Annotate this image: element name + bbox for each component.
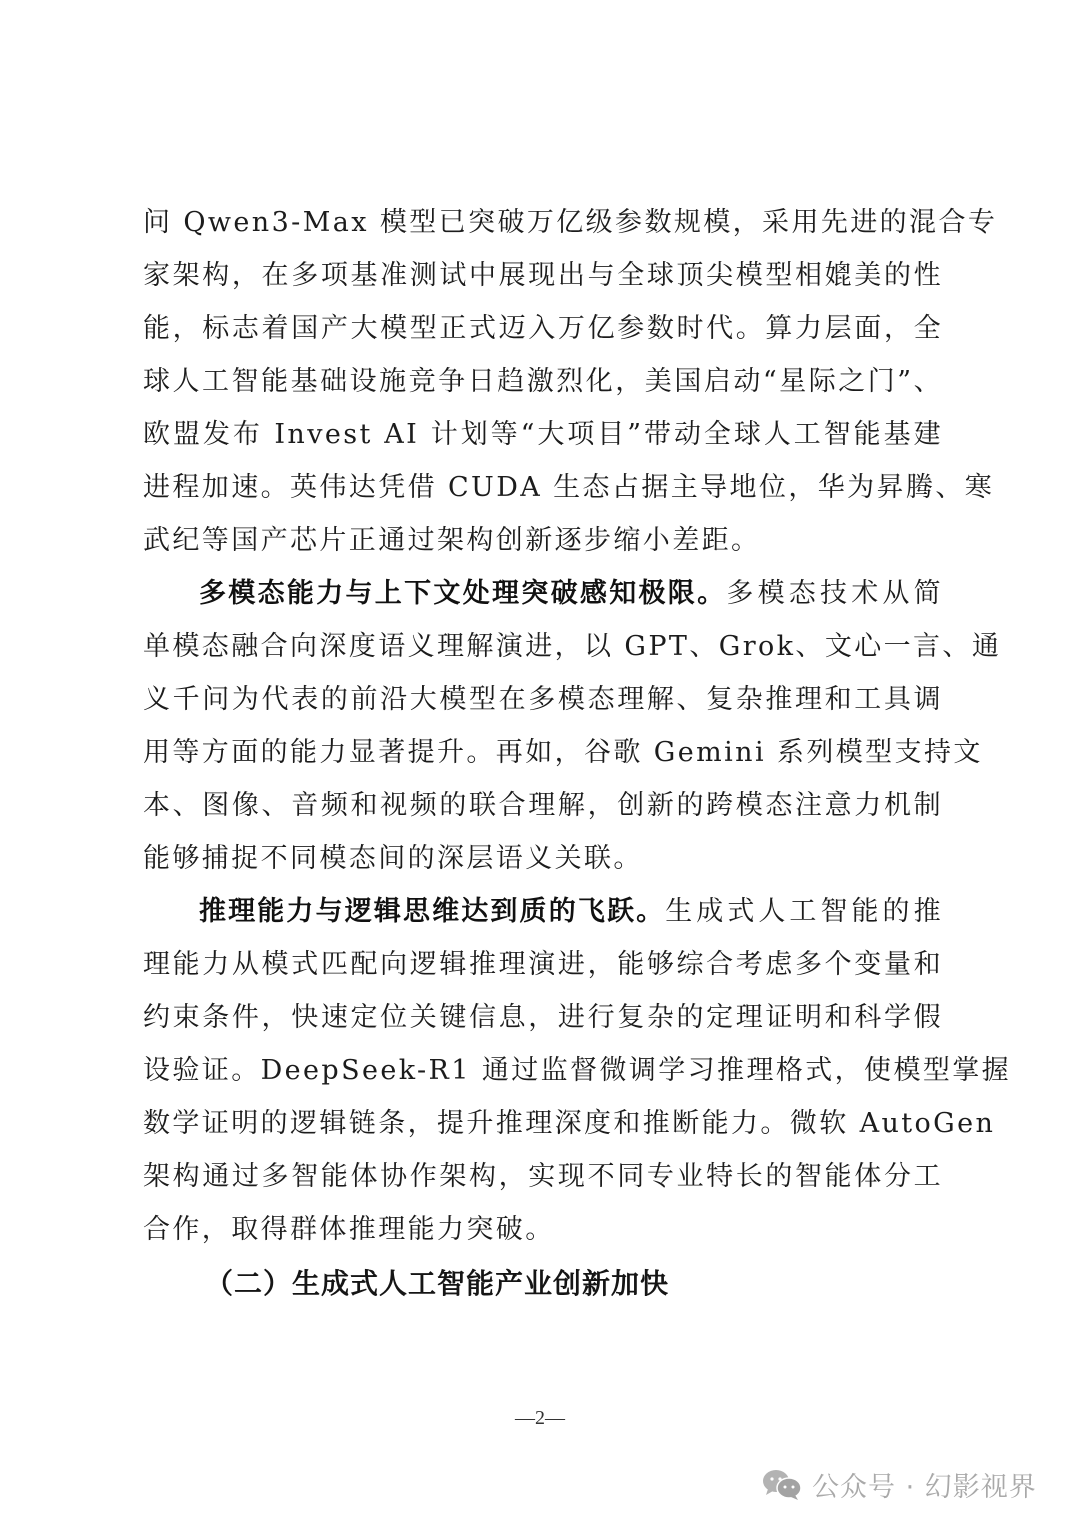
text-line: 单模态融合向深度语义理解演进，以 GPT、Grok、文心一言、通 <box>143 631 1002 662</box>
text-line: 数学证明的逻辑链条，提升推理深度和推断能力。微软 AutoGen <box>143 1108 996 1139</box>
section-heading: （二）生成式人工智能产业创新加快 <box>205 1267 670 1300</box>
paragraph-first-line <box>143 567 943 620</box>
text-line: 进程加速。英伟达凭借 CUDA 生态占据主导地位，华为昇腾、寒 <box>143 472 995 503</box>
text-span: 生成式人工智能的推 <box>665 896 943 927</box>
text-line: 用等方面的能力显著提升。再如，谷歌 Gemini 系列模型支持文 <box>143 737 983 768</box>
paragraph-first-line <box>143 885 943 938</box>
paragraph-lead-heading: 推理能力与逻辑思维达到质的飞跃。 <box>199 896 666 927</box>
watermark-text: 公众号 · 幻影视界 <box>812 1472 1037 1503</box>
body-text <box>143 196 1012 1256</box>
text-line: 约束条件，快速定位关键信息，进行复杂的定理证明和科学假 <box>143 1002 943 1033</box>
text-line: 理能力从模式匹配向逻辑推理演进，能够综合考虑多个变量和 <box>143 949 943 980</box>
text-line: 架构通过多智能体协作架构，实现不同专业特长的智能体分工 <box>143 1161 943 1192</box>
text-line: 义千问为代表的前沿大模型在多模态理解、复杂推理和工具调 <box>143 684 943 715</box>
watermark <box>762 1465 1037 1504</box>
text-line: 合作，取得群体推理能力突破。 <box>143 1214 555 1245</box>
page-number: —2— <box>515 1407 565 1429</box>
text-line: 欧盟发布 Invest AI 计划等“大项目”带动全球人工智能基建 <box>143 419 943 450</box>
text-line: 设验证。DeepSeek-R1 通过监督微调学习推理格式，使模型掌握 <box>143 1055 1012 1086</box>
text-line: 家架构，在多项基准测试中展现出与全球顶尖模型相媲美的性 <box>143 260 943 291</box>
text-span: 多模态技术从简 <box>726 578 943 609</box>
text-line: 问 Qwen3-Max 模型已突破万亿级参数规模，采用先进的混合专 <box>143 207 998 238</box>
text-line: 能够捕捉不同模态间的深层语义关联。 <box>143 843 643 874</box>
text-line: 本、图像、音频和视频的联合理解，创新的跨模态注意力机制 <box>143 790 943 821</box>
text-line: 能，标志着国产大模型正式迈入万亿参数时代。算力层面，全 <box>143 313 943 344</box>
text-line: 球人工智能基础设施竞争日趋激烈化，美国启动“星际之门”、 <box>143 366 943 397</box>
wechat-icon <box>762 1469 802 1501</box>
text-line: 武纪等国产芯片正通过架构创新逐步缩小差距。 <box>143 525 761 556</box>
paragraph-lead-heading: 多模态能力与上下文处理突破感知极限。 <box>199 578 727 609</box>
